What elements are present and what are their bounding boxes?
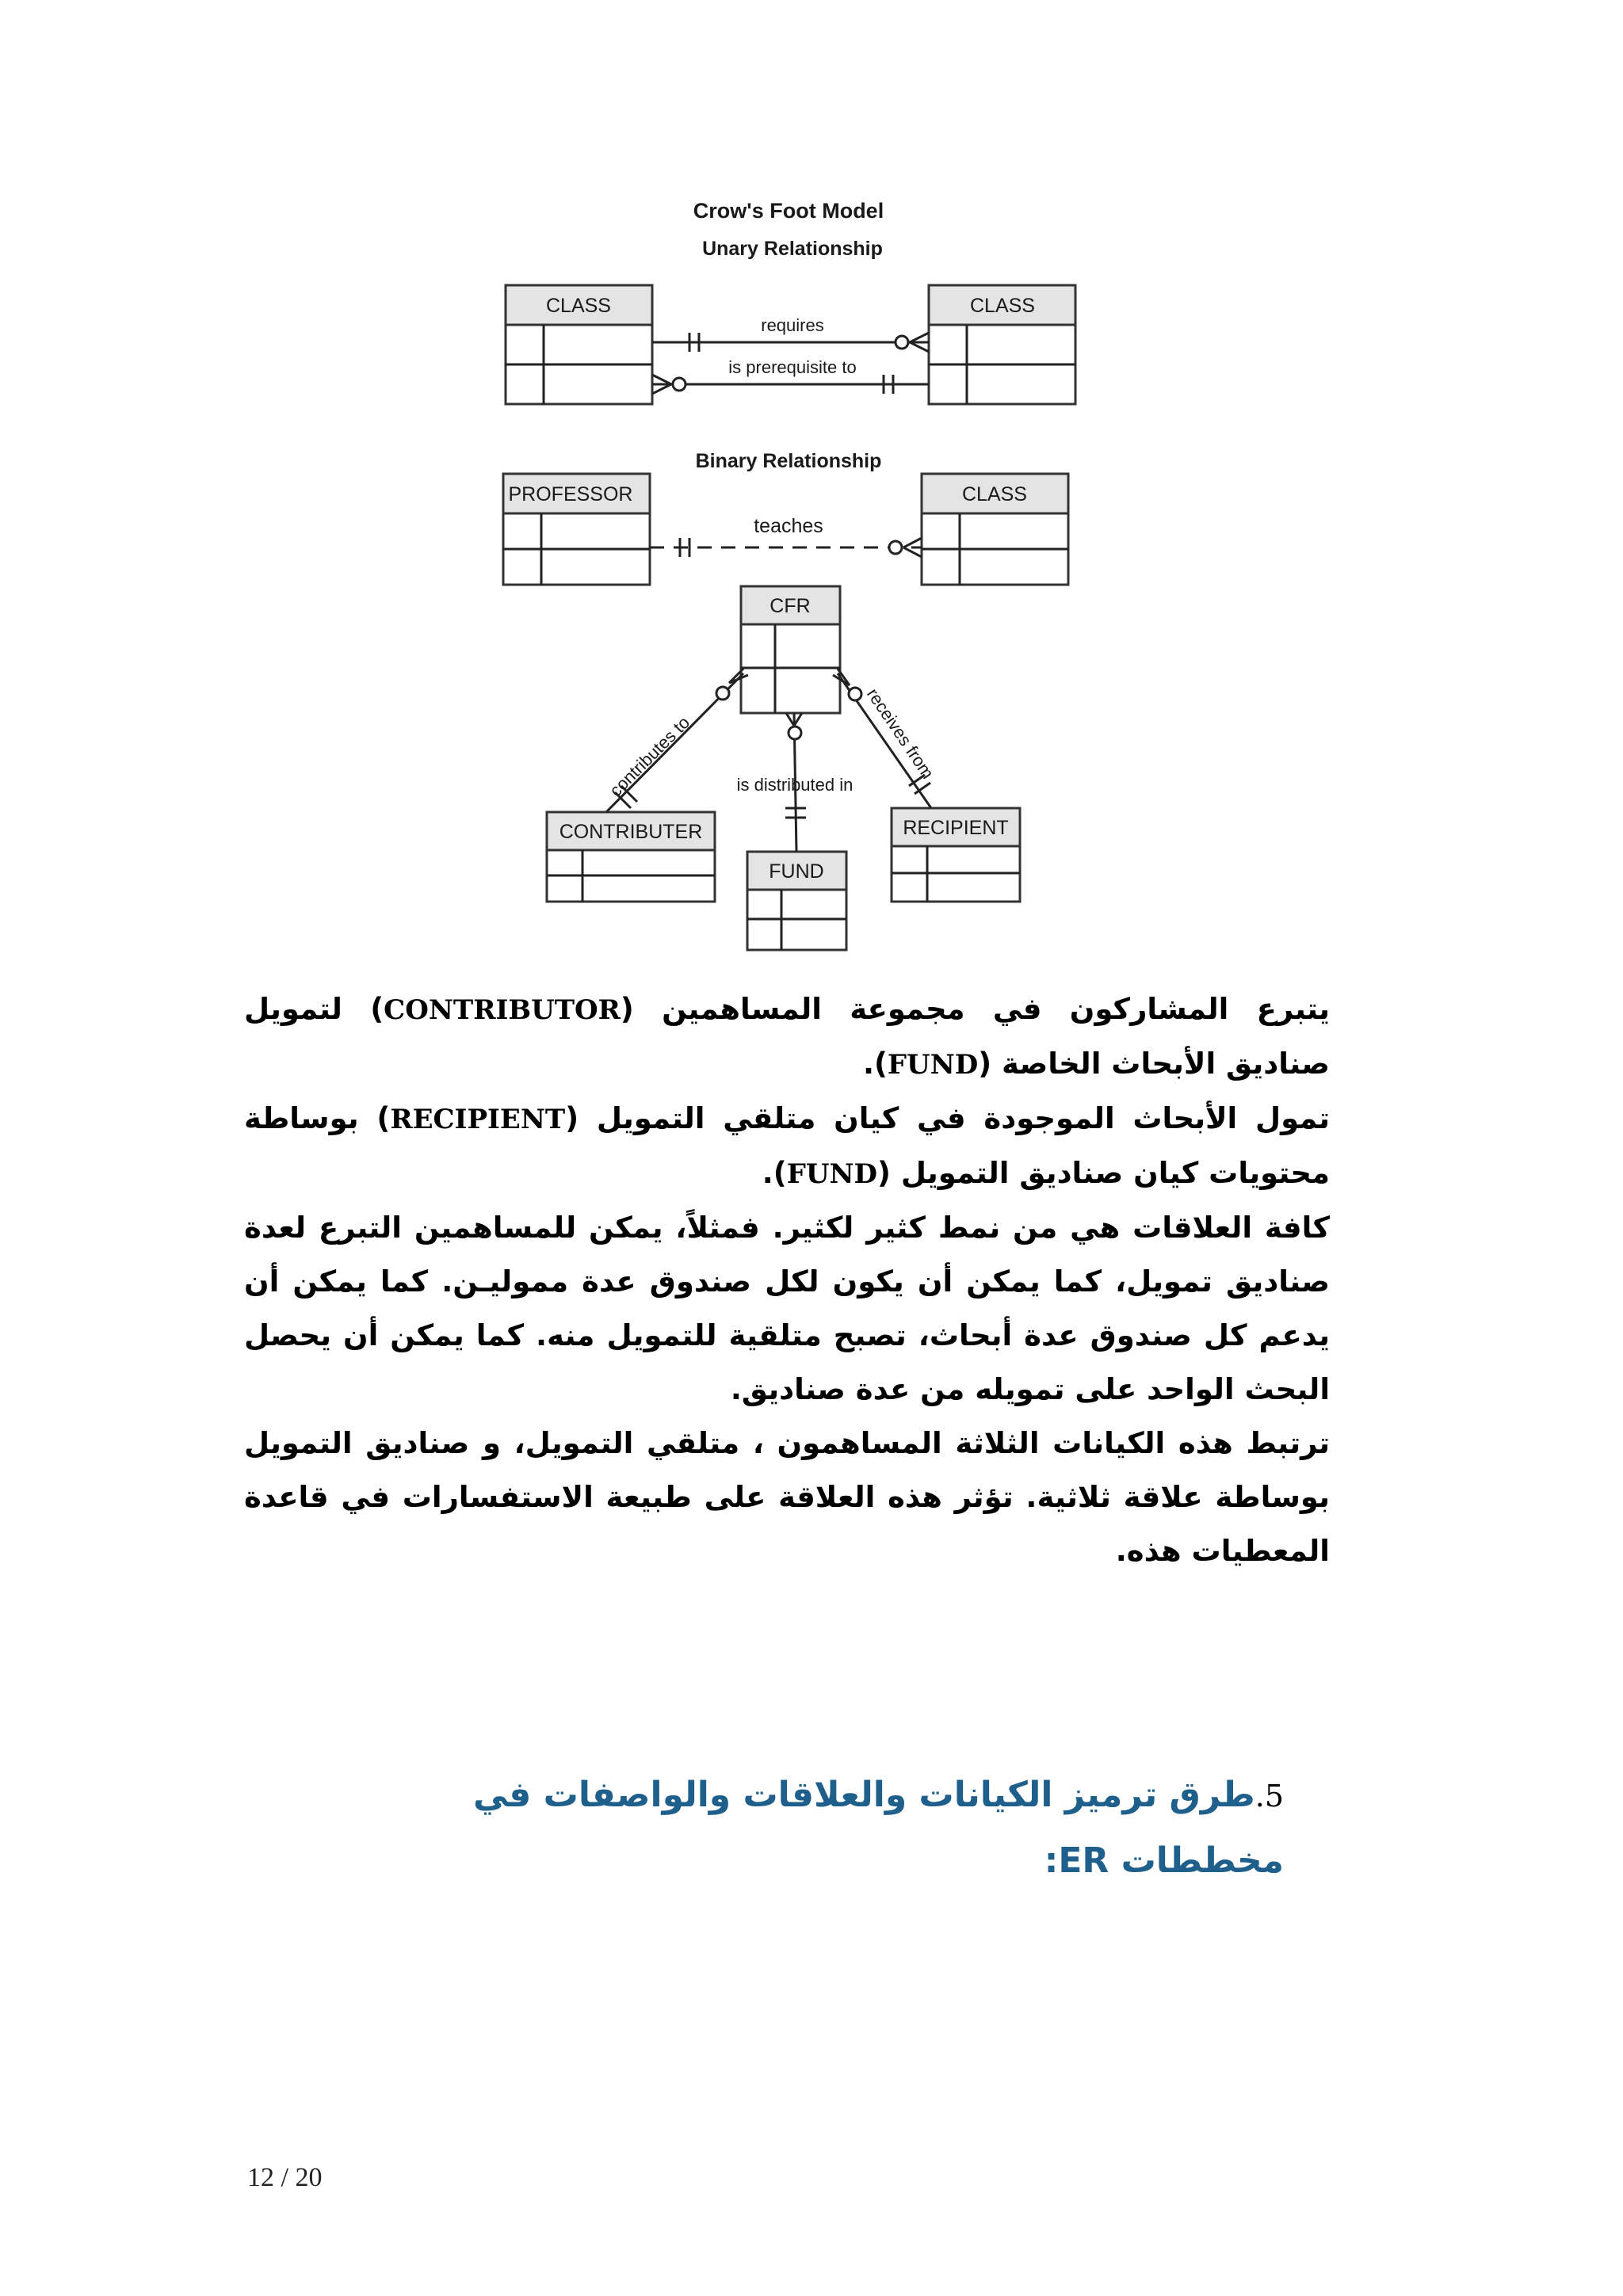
relationship-prerequisite bbox=[652, 357, 929, 394]
entity-class-left bbox=[506, 285, 652, 404]
entity-professor-name: PROFESSOR bbox=[508, 483, 633, 505]
term-contributor: CONTRIBUTOR bbox=[384, 994, 621, 1026]
entity-fund-name: FUND bbox=[769, 860, 824, 883]
entity-contributer bbox=[547, 812, 715, 902]
label-distributed: is distributed in bbox=[736, 775, 854, 795]
paragraph-2-part-a: تمول الأبحاث الموجودة في كيان متلقي التمويل ( bbox=[565, 1101, 1330, 1135]
entity-class-binary bbox=[922, 474, 1068, 585]
entity-class-right-name: CLASS bbox=[970, 295, 1035, 317]
paragraph-recipient bbox=[244, 1092, 1330, 1201]
label-prerequisite: is prerequisite to bbox=[728, 357, 857, 377]
section-title: طرق ترميز الكيانات والعلاقات والواصفات في مخططات ER: bbox=[472, 1775, 1284, 1881]
page-number: 12 / 20 bbox=[247, 2163, 323, 2192]
paragraph-1-part-a: يتبرع المشاركون في مجموعة المساهمين ( bbox=[620, 992, 1330, 1026]
paragraph-ternary: ترتبط هذه الكيانات الثلاثة المساهمون ، متلقي التمويل، و صناديق التمويل بوساطة علاقة ثلاثية. تؤثر هذه العلاقة على طبيعة الاستفسارات في قاعدة المعطيات هذه. bbox=[244, 1426, 1330, 1568]
binary-caption: Binary Relationship bbox=[695, 450, 882, 472]
entity-recipient-name: RECIPIENT bbox=[903, 817, 1009, 839]
relationship-requires bbox=[652, 315, 929, 352]
section-number: 5. bbox=[1254, 1779, 1284, 1814]
entity-class-right bbox=[929, 285, 1075, 404]
entity-professor bbox=[503, 474, 650, 585]
relationship-contributes bbox=[605, 669, 748, 812]
relationship-distributed bbox=[737, 713, 854, 852]
entity-cfr bbox=[741, 586, 840, 713]
term-recipient: RECIPIENT bbox=[390, 1104, 566, 1135]
label-contributes: contributes to bbox=[605, 712, 694, 801]
diagram-title: Crow's Foot Model bbox=[693, 199, 884, 223]
paragraph-2-part-b: ) بوساطة محتويات كيان صناديق التمويل ( bbox=[244, 1101, 1330, 1190]
entity-fund bbox=[747, 852, 846, 950]
entity-cfr-name: CFR bbox=[769, 595, 811, 617]
entity-class-binary-name: CLASS bbox=[962, 483, 1027, 505]
crows-foot-diagram bbox=[491, 190, 1094, 982]
paragraph-2-part-c: ). bbox=[762, 1156, 787, 1190]
term-fund-2: FUND bbox=[786, 1158, 878, 1190]
unary-caption: Unary Relationship bbox=[702, 238, 883, 260]
paragraph-1-part-c: ). bbox=[862, 1047, 888, 1081]
label-requires: requires bbox=[761, 315, 824, 335]
term-fund: FUND bbox=[887, 1049, 979, 1081]
label-receives: receives from bbox=[862, 685, 938, 783]
label-teaches: teaches bbox=[754, 515, 823, 537]
entity-class-left-name: CLASS bbox=[546, 295, 611, 317]
body-text bbox=[244, 982, 1330, 1578]
paragraph-contributors bbox=[244, 982, 1330, 1092]
paragraph-many-to-many: كافة العلاقات هي من نمط كثير لكثير. فمثلاً، يمكن للمساهمين التبرع لعدة صناديق تمويل، كما يمكن أن يكون لكل صندوق عدة مموليـن. كما يمكن أن يدعم كل صندوق عدة أبحاث، تصبح متلقية للتمويل منه. كما يمكن أن يحصل البحث الواحد على تمويله من عدة صناديق. bbox=[244, 1211, 1330, 1406]
entity-recipient bbox=[892, 808, 1020, 902]
section-heading bbox=[412, 1763, 1284, 1894]
entity-contributer-name: CONTRIBUTER bbox=[559, 821, 703, 843]
paragraph-1-part-b: ) لتمويل صناديق الأبحاث الخاصة ( bbox=[244, 992, 1330, 1081]
relationship-teaches bbox=[650, 515, 922, 557]
